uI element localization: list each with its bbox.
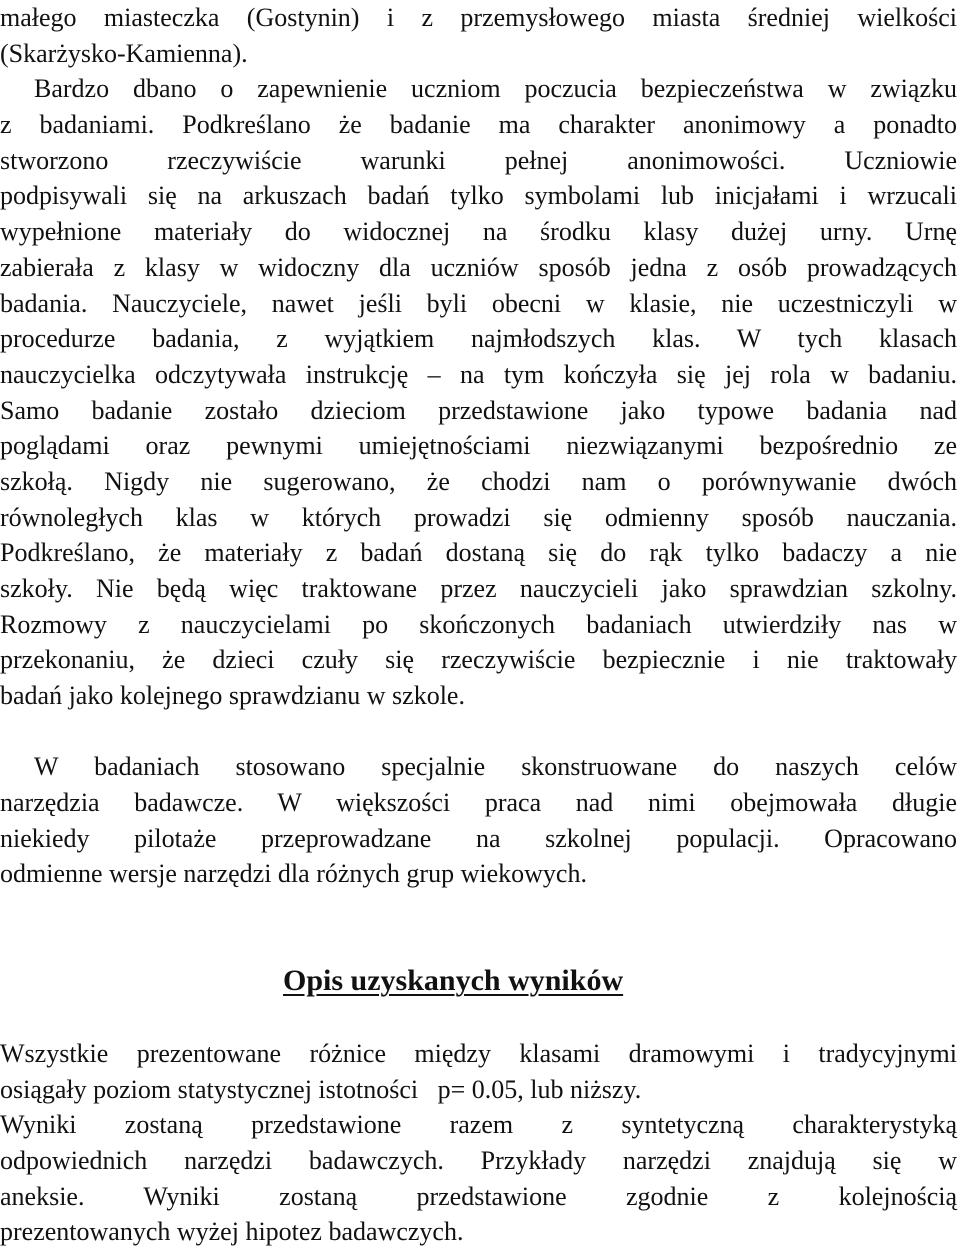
text-line: aneksie. Wyniki zostaną przedstawione zgodnie z kolejnością <box>0 1181 957 1211</box>
text-line: zabierała z klasy w widoczny dla uczniów sposób jedna z osób prowadzących <box>0 252 957 282</box>
text-line: szkoły. Nie będą więc traktowane przez nauczycieli jako sprawdzian szkolny. <box>0 574 957 603</box>
text-line: Samo badanie zostało dzieciom przedstawione jako typowe badania nad <box>0 395 957 425</box>
text-line: przekonaniu, że dzieci czuły się rzeczywiście bezpiecznie i nie traktowały <box>0 645 957 675</box>
text-line: Bardzo dbano o zapewnienie uczniom poczucia bezpieczeństwa w związku <box>34 74 957 104</box>
section-spacer <box>0 892 957 963</box>
text-line: równoległych klas w których prowadzi się odmienny sposób nauczania. <box>0 502 957 532</box>
text-line: osiągały poziom statystycznej istotności p= 0.05, lub niższy. <box>0 1074 642 1104</box>
text-line: małego miasteczka (Gostynin) i z przemysłowego miasta średniej wielkości <box>0 3 957 32</box>
text-line: odmienne wersje narzędzi dla różnych grup wiekowych. <box>0 859 587 889</box>
text-line: poglądami oraz pewnymi umiejętnościami niezwiązanymi bezpośrednio ze <box>0 431 957 461</box>
text-line: nauczycielka odczytywała instrukcję – na tym kończyła się jej rola w badaniu. <box>0 359 957 389</box>
text-line: (Skarżysko-Kamienna). <box>0 38 248 68</box>
text-line: niekiedy pilotaże przeprowadzane na szkolnej populacji. Opracowano <box>0 823 957 853</box>
text-line: Wszystkie prezentowane różnice między klasami dramowymi i tradycyjnymi <box>0 1039 957 1068</box>
text-line: badań jako kolejnego sprawdzianu w szkole. <box>0 681 465 711</box>
paragraph-tools <box>0 749 957 892</box>
section-heading-row <box>0 963 957 1015</box>
text-line: W badaniach stosowano specjalnie skonstruowane do naszych celów <box>34 752 957 782</box>
text-line: odpowiednich narzędzi badawczych. Przykłady narzędzi znajdują się w <box>0 1146 957 1176</box>
text-line: Wyniki zostaną przedstawione razem z syntetyczną charakterystyką <box>0 1110 957 1140</box>
text-line: procedurze badania, z wyjątkiem najmłodszych klas. W tych klasach <box>0 324 957 354</box>
text-line: szkołą. Nigdy nie sugerowano, że chodzi nam o porównywanie dwóch <box>0 466 957 496</box>
text-line: Rozmowy z nauczycielami po skończonych badaniach utwierdziły nas w <box>0 609 957 639</box>
text-line: prezentowanych wyżej hipotez badawczych. <box>0 1217 464 1247</box>
text-line: Podkreślano, że materiały z badań dostaną się do rąk tylko badaczy a nie <box>0 538 957 568</box>
text-line: stworzono rzeczywiście warunki pełnej anonimowości. Uczniowie <box>0 145 957 175</box>
text-line: wypełnione materiały do widocznej na środku klasy dużej urny. Urnę <box>0 217 957 247</box>
text-line: z badaniami. Podkreślano że badanie ma charakter anonimowy a ponadto <box>0 110 957 140</box>
text-line: podpisywali się na arkuszach badań tylko symbolami lub inicjałami i wrzucali <box>0 181 957 211</box>
text-line: badania. Nauczyciele, nawet jeśli byli obecni w klasie, nie uczestniczyli w <box>0 288 957 318</box>
section-heading: Opis uzyskanych wyników <box>283 964 624 997</box>
heading-spacer <box>0 1015 957 1036</box>
text-line: narzędzia badawcze. W większości praca nad nimi obejmowała długie <box>0 787 957 817</box>
paragraph-results <box>0 1036 957 1250</box>
paragraph-spacer <box>0 714 957 750</box>
